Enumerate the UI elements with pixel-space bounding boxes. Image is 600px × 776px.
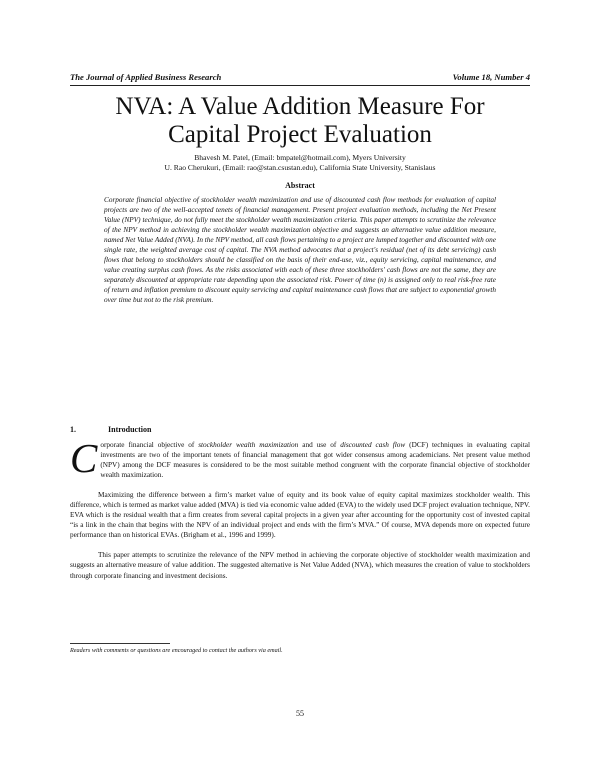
drop-cap: C: [70, 435, 98, 481]
intro-p1-text-a: orporate financial objective of: [100, 441, 199, 449]
abstract-heading: Abstract: [285, 181, 315, 190]
volume-number: Volume 18, Number 4: [452, 72, 530, 82]
abstract-text: Corporate financial objective of stockholder wealth maximization and use of discounted cash flow methods for evaluation of capital projects are two of the well-accepted tenets of financial management. Present project evaluation methods, including the Net Present Value (NPV) technique, do not fully meet the stockholder wealth maximization criteria. This paper attempts to scrutinize the relevance of the NPV method in achieving the stockholder wealth maximization objective and suggests an alternative value addition measure, named Net Value Added (NVA). In the NPV method, all cash flows pertaining to a project are lumped together and discounted with one single rate, the weighted average cost of capital. The NVA method advocates that a project's residual (net of its debt servicing) cash flows that belong to stockholders should be classified on the basis of their end-use, viz., equity servicing, capital maintenance, and value creating surplus cash flows. As the risks associated with each of these three stockholders' cash flows are not the same, they are separately discounted at appropriate rate depending upon the associated risk. Power of time (n) is assigned only to real risk-free rate of return and inflation premium to discount equity servicing and capital maintenance cash flows that are subject to exponential growth over time but not to the risk premium.: [104, 196, 496, 305]
intro-p1-text-b: and use of: [298, 441, 341, 449]
title-line-2: Capital Project Evaluation: [168, 121, 432, 148]
author-block: [90, 153, 510, 173]
section-title: Introduction: [108, 425, 152, 434]
intro-paragraph-1: [70, 435, 530, 481]
title-line-1: NVA: A Value Addition Measure For: [115, 93, 485, 120]
intro-paragraph-2: Maximizing the difference between a firm’s market value of equity and its book value of equity capital maximizes stockholder wealth. This difference, which is termed as market value added (MVA) is tied via economic value added (EVA) to the widely used DCF project evaluation technique, NPV. EVA which is the residual wealth that a firm creates from several capital projects in a given year after accounting for the opportunity cost of invested capital “is a link in the chain that begins with the NPV of an individual project and ends with the firm’s MVA.” Of course, MVA depends more on expected future performance than on historical EVAs. (Brigham et al., 1996 and 1999).: [70, 491, 530, 540]
introduction-body: [70, 435, 530, 591]
author-1: Bhavesh M. Patel, (Email: bmpatel@hotmail.com), Myers University: [194, 153, 406, 162]
paper-title: [60, 93, 540, 149]
page-number: 55: [296, 709, 304, 718]
intro-paragraph-3: This paper attempts to scrutinize the relevance of the NPV method in achieving the corporate objective of stockholder wealth maximization and suggests an alternative measure of value addition. The suggested alternative is Net Value Added (NVA), which measures the creation of value to stockholders through corporate financing and investment decisions.: [70, 551, 530, 580]
header-divider: [70, 85, 530, 86]
author-2: U. Rao Cherukuri, (Email: rao@stan.csustan.edu), California State University, Stanislaus: [164, 163, 436, 172]
running-header: [70, 72, 530, 86]
journal-name: The Journal of Applied Business Research: [70, 72, 222, 82]
intro-p1-text-c: (DCF) techniques in evaluating capital investments are two of the important tenets of financial management that got wider consensus among academicians. Net present value method (NPV) among the DCF measures is considered to be the most suitable method congruent with the corporate financial objective of stockholder wealth maximization.: [100, 441, 530, 480]
section-heading: [70, 425, 151, 434]
intro-p1-emphasis-2: discounted cash flow: [340, 441, 406, 449]
footnote: Readers with comments or questions are encouraged to contact the authors via email.: [70, 647, 283, 654]
section-number: 1.: [70, 425, 76, 434]
footnote-divider: [70, 643, 170, 644]
intro-p1-emphasis-1: stockholder wealth maximization: [198, 441, 299, 449]
